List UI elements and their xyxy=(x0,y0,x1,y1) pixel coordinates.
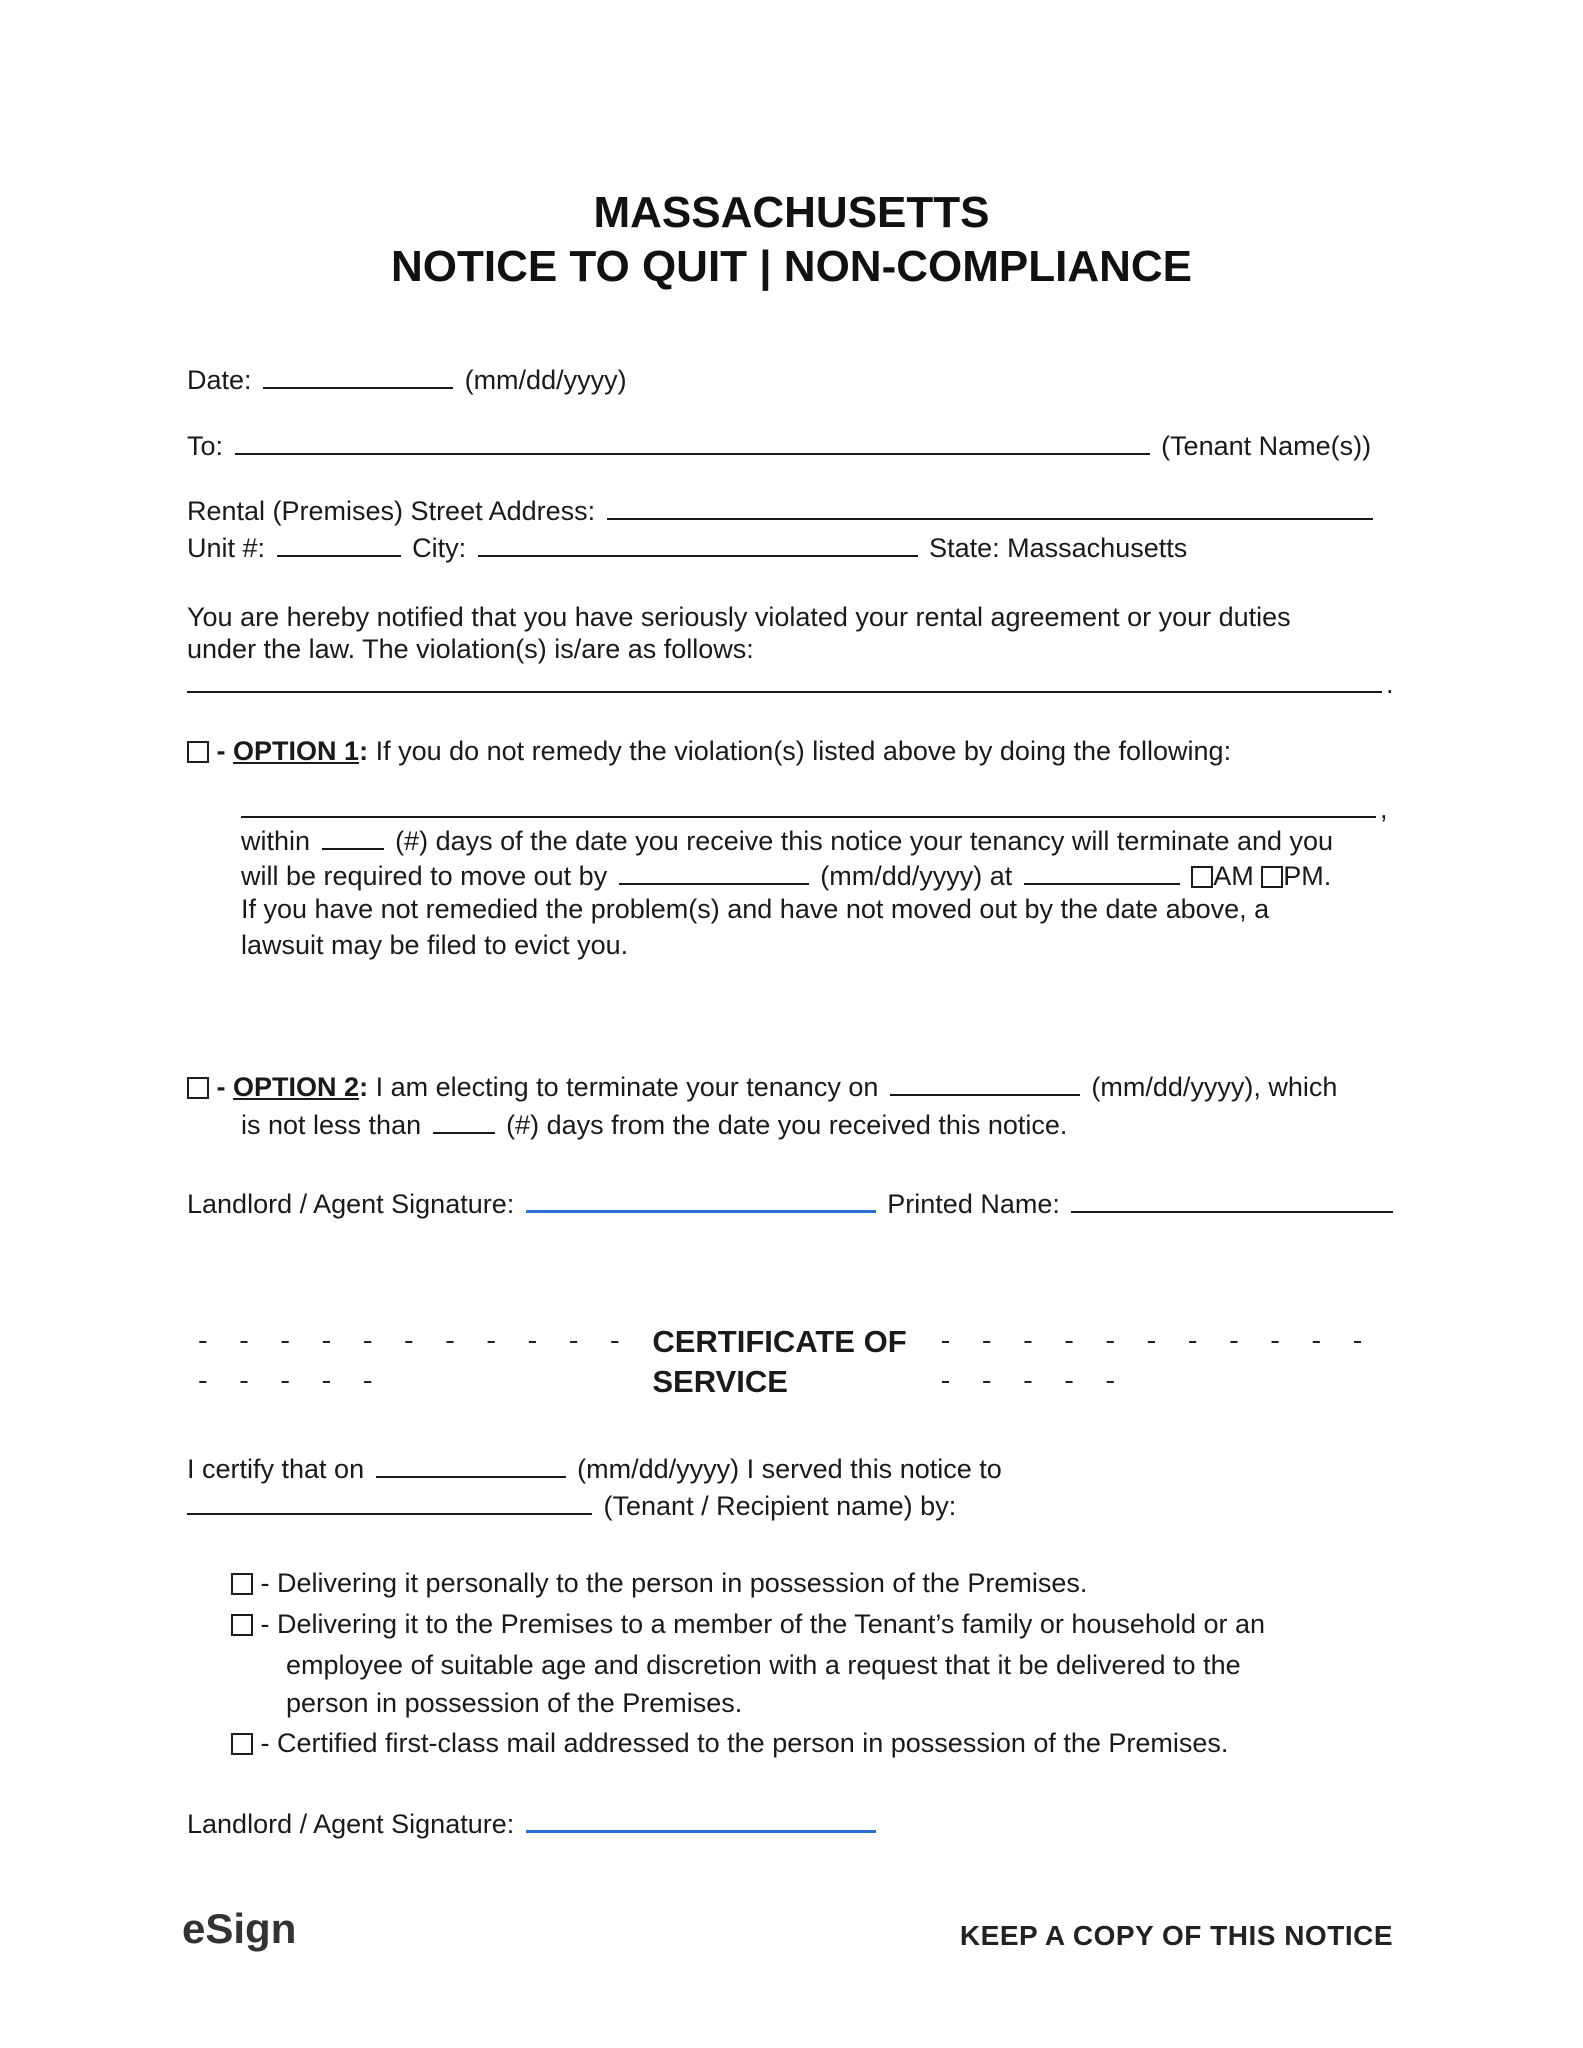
method2-text-line2: employee of suitable age and discretion with a request that it be delivered to the xyxy=(286,1650,1241,1680)
method3-row xyxy=(231,1726,1228,1760)
date-format-hint: (mm/dd/yyyy) xyxy=(464,365,627,395)
signature-row xyxy=(187,1184,1397,1221)
option1-checkbox[interactable] xyxy=(187,741,209,763)
city-label: City: xyxy=(412,533,467,563)
option1-comma: , xyxy=(1380,794,1388,824)
title-notice: NOTICE TO QUIT | NON-COMPLIANCE xyxy=(390,242,1193,291)
recipient-name-field[interactable] xyxy=(187,1487,592,1515)
date-field[interactable] xyxy=(263,361,453,389)
moveout-date-field[interactable] xyxy=(619,857,809,885)
street-address-field[interactable] xyxy=(607,492,1373,520)
certificate-heading xyxy=(195,1322,1395,1402)
keep-copy-notice: KEEP A COPY OF THIS NOTICE xyxy=(959,1920,1393,1951)
esign-logo: eSign xyxy=(182,1905,297,1952)
option2-line2b: (#) days from the date you received this notice. xyxy=(506,1110,1068,1140)
method2-text-line1: - Delivering it to the Premises to a member of the Tenant’s family or household or an xyxy=(260,1609,1266,1639)
moveout-time-field[interactable] xyxy=(1024,857,1180,885)
am-checkbox[interactable] xyxy=(1191,866,1213,888)
option1-text: If you do not remedy the violation(s) listed above by doing the following: xyxy=(375,736,1232,766)
certify-text-a: I certify that on xyxy=(187,1454,365,1484)
option2-line2 xyxy=(241,1106,1067,1142)
option1-label: OPTION 1 xyxy=(233,736,360,766)
served-date-field[interactable] xyxy=(376,1450,566,1478)
dashes-right: - - - - - - - - - - - - - - - - xyxy=(937,1327,1371,1397)
option1-days-text: (#) days of the date you receive this notice your tenancy will terminate and you xyxy=(395,826,1334,856)
pm-label: PM. xyxy=(1283,861,1332,891)
method1-row xyxy=(231,1566,1087,1600)
terminate-date-field[interactable] xyxy=(890,1068,1080,1096)
date-row xyxy=(187,361,627,397)
option2-line2a: is not less than xyxy=(241,1110,422,1140)
title-state: MASSACHUSETTS xyxy=(593,188,990,237)
street-row xyxy=(187,492,1377,528)
to-label: To: xyxy=(187,431,224,461)
option1-row xyxy=(187,734,1231,768)
option1-days-field[interactable] xyxy=(322,822,384,850)
city-field[interactable] xyxy=(478,529,918,557)
option1-moveout-text: will be required to move out by xyxy=(241,861,608,891)
option1-within-row xyxy=(241,822,1333,858)
violation-row xyxy=(187,665,1394,701)
option2-days-field[interactable] xyxy=(433,1106,495,1134)
certify-row xyxy=(187,1450,1002,1486)
violation-period: . xyxy=(1386,669,1394,699)
date-label: Date: xyxy=(187,365,252,395)
unit-label: Unit #: xyxy=(187,533,266,563)
method1-text: - Delivering it personally to the person in possession of the Premises. xyxy=(260,1568,1088,1598)
state-text: State: Massachusetts xyxy=(929,533,1188,563)
method2-checkbox[interactable] xyxy=(231,1614,253,1636)
method2-row xyxy=(231,1607,1265,1641)
option1-format-at: (mm/dd/yyyy) at xyxy=(820,861,1013,891)
option2-row xyxy=(187,1068,1337,1104)
signature-label: Landlord / Agent Signature: xyxy=(187,1189,515,1219)
violation-field[interactable] xyxy=(187,665,1382,693)
dashes-left: - - - - - - - - - - - - - - - - xyxy=(195,1327,628,1397)
violation-text-line1: You are hereby notified that you have seriously violated your rental agreement or your duties xyxy=(187,602,1291,632)
option1-colon: : xyxy=(359,736,369,766)
certificate-signature-label: Landlord / Agent Signature: xyxy=(187,1809,515,1839)
recipient-hint: (Tenant / Recipient name) by: xyxy=(603,1491,957,1521)
pm-checkbox[interactable] xyxy=(1261,866,1283,888)
option2-format-which: (mm/dd/yyyy), which xyxy=(1091,1072,1338,1102)
recipient-row xyxy=(187,1487,956,1523)
certificate-signature-row xyxy=(187,1804,880,1841)
option2-colon: : xyxy=(359,1072,369,1102)
to-row xyxy=(187,427,1371,463)
option1-moveout-row xyxy=(241,857,1331,893)
street-label: Rental (Premises) Street Address: xyxy=(187,496,596,526)
tenant-name-field[interactable] xyxy=(235,427,1150,455)
option2-text: I am electing to terminate your tenancy on xyxy=(375,1072,879,1102)
option1-remedy-row xyxy=(241,790,1388,826)
certificate-signature-field[interactable] xyxy=(526,1804,876,1833)
option1-line4: lawsuit may be filed to evict you. xyxy=(241,930,629,960)
option1-within: within xyxy=(241,826,311,856)
printed-name-field[interactable] xyxy=(1071,1185,1393,1213)
option1-dash: - xyxy=(216,736,226,766)
printed-name-label: Printed Name: xyxy=(887,1189,1060,1219)
unit-field[interactable] xyxy=(277,529,401,557)
remedy-field[interactable] xyxy=(241,790,1376,818)
landlord-signature-field[interactable] xyxy=(526,1184,876,1213)
unit-city-row xyxy=(187,529,1187,565)
method2-text-line3: person in possession of the Premises. xyxy=(286,1688,743,1718)
option2-label: OPTION 2 xyxy=(233,1072,360,1102)
tenant-name-hint: (Tenant Name(s)) xyxy=(1161,431,1372,461)
certificate-title: CERTIFICATE OF SERVICE xyxy=(652,1324,907,1399)
option2-dash: - xyxy=(216,1072,226,1102)
method1-checkbox[interactable] xyxy=(231,1573,253,1595)
am-label: AM xyxy=(1213,861,1254,891)
option2-checkbox[interactable] xyxy=(187,1077,209,1099)
option1-line3: If you have not remedied the problem(s) and have not moved out by the date above, a xyxy=(241,894,1270,924)
certify-text-b: (mm/dd/yyyy) I served this notice to xyxy=(577,1454,1002,1484)
method3-text: - Certified first-class mail addressed to the person in possession of the Premises. xyxy=(260,1728,1229,1758)
method3-checkbox[interactable] xyxy=(231,1733,253,1755)
violation-text-line2: under the law. The violation(s) is/are as follows: xyxy=(187,634,754,664)
